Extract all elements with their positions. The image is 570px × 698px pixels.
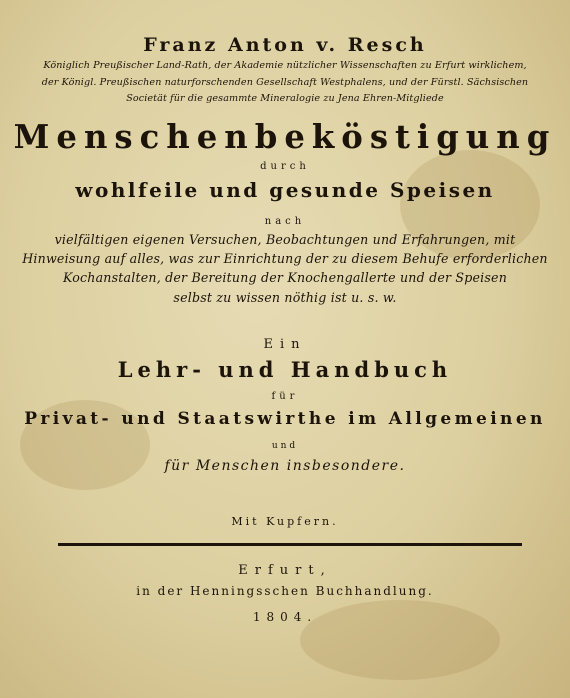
connector-word: und	[271, 441, 299, 451]
subtitle: wohlfeile und gesunde Speisen	[75, 178, 495, 202]
connector-word: für	[271, 391, 299, 402]
imprint-place: Erfurt,	[238, 563, 332, 578]
imprint-year: 1804.	[252, 610, 318, 624]
connector-word: Ein	[263, 337, 307, 352]
imprint-publisher: in der Henningsschen Buchhandlung.	[136, 584, 434, 598]
description-line: Kochanstalten, der Bereitung der Knochengallerte und der Speisen	[62, 270, 508, 285]
connector-word: durch	[260, 161, 310, 172]
main-title: Menschenbeköstigung	[13, 118, 557, 156]
author-credentials-line: Societät für die gesammte Mineralogie zu Jena Ehren-Mitgliede	[126, 93, 444, 104]
handbook-title: Lehr- und Handbuch	[117, 357, 453, 382]
connector-word: nach	[264, 216, 306, 227]
audience-line: für Menschen insbesondere.	[164, 458, 406, 474]
author-credentials-line: Königlich Preußischer Land-Rath, der Akademie nützlicher Wissenschaften zu Erfurt wirklichem,	[43, 60, 527, 71]
description-line: vielfältigen eigenen Versuchen, Beobachtungen und Erfahrungen, mit	[54, 232, 516, 247]
illustration-note: Mit Kupfern.	[231, 515, 339, 528]
audience-line: Privat- und Staatswirthe im Allgemeinen	[24, 409, 546, 429]
description-line: selbst zu wissen nöthig ist u. s. w.	[173, 290, 397, 305]
description-line: Hinweisung auf alles, was zur Einrichtung der zu diesem Behufe erforderlichen	[22, 251, 548, 266]
author-credentials-line: der Königl. Preußischen naturforschenden Gesellschaft Westphalens, und der Fürstl. Sächsischen	[41, 77, 529, 88]
divider-rule	[58, 543, 522, 546]
author-name: Franz Anton v. Resch	[143, 34, 427, 56]
